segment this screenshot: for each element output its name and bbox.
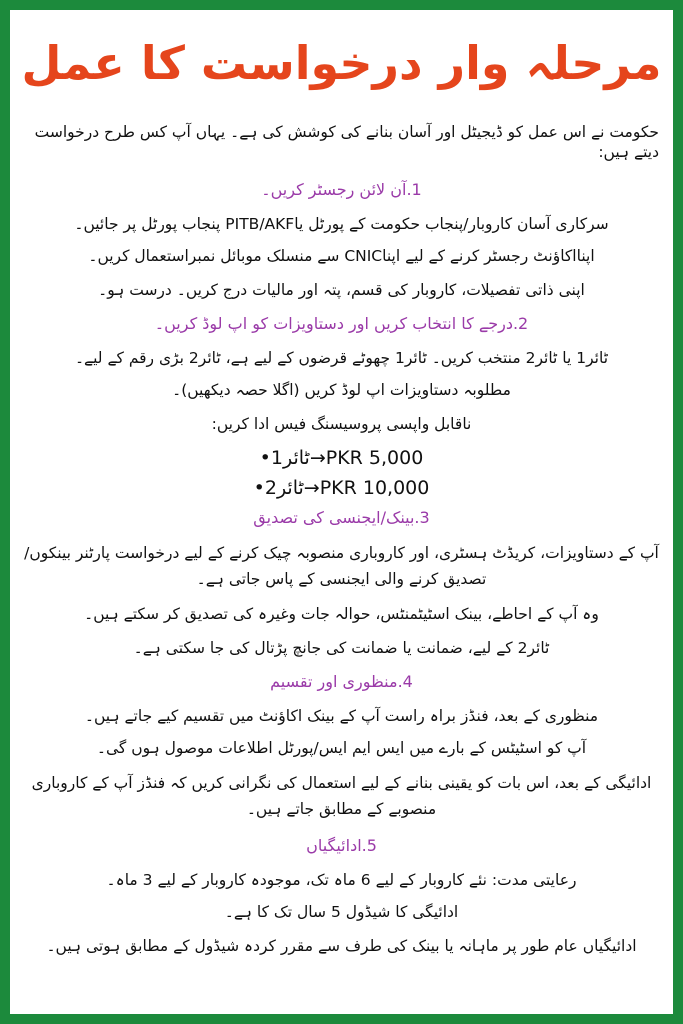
step2-line: ٹائر1 یا ٹائر2 منتخب کریں۔ ٹائر1 چھوٹے قرضوں کے لیے ہے، ٹائر2 بڑی رقم کے لیے۔: [74, 349, 609, 367]
step4-heading: 4.منظوری اور تقسیم: [270, 672, 413, 691]
step1-line: اپنی ذاتی تفصیلات، کاروبار کی قسم، پتہ اور مالیات درج کریں۔ درست ہو۔: [98, 281, 585, 299]
step4-line: ادائیگی کے بعد، اس بات کو یقینی بنانے کے لیے استعمال کی نگرانی کریں کہ فنڈز آپ کے کاروباری منصوبے کے مطابق جاتے ہیں۔: [31, 774, 652, 818]
step3-line: ٹائر2 کے لیے، ضمانت یا ضمانت کی جانچ پڑتال کی جا سکتی ہے۔: [133, 639, 550, 657]
step3-line: آپ کے دستاویزات، کریڈٹ ہسٹری، اور کاروباری منصوبہ چیک کرنے کے لیے درخواست پارٹنر بینکوں/تصدیق کرنے والی ایجنسی کے پاس جاتی ہے۔: [24, 544, 659, 588]
step2-heading: 2.درجے کا انتخاب کریں اور دستاویزات کو اپ لوڈ کریں۔: [154, 314, 529, 333]
step5-line: ادائیگیاں عام طور پر ماہانہ یا بینک کی طرف سے مقرر کردہ شیڈول کے مطابق ہوتی ہیں۔: [46, 937, 637, 955]
step1-line: اپنااکاؤنٹ رجسٹر کرنے کے لیے اپناCNIC سے منسلک موبائل نمبراستعمال کریں۔: [88, 247, 595, 265]
document-page: [10, 10, 673, 1014]
step2-line: ناقابل واپسی پروسیسنگ فیس ادا کریں:: [211, 415, 472, 433]
step3-heading: 3.بینک/ایجنسی کی تصدیق: [253, 508, 430, 527]
intro-text: حکومت نے اس عمل کو ڈیجیٹل اور آسان بنانے کی کوشش کی ہے۔ یہاں آپ کس طرح درخواست دیتے ہیں:: [34, 123, 659, 161]
step4-line: آپ کو اسٹیٹس کے بارے میں ایس ایم ایس/پورٹل اطلاعات موصول ہوں گی۔: [96, 739, 587, 757]
fee-item: •ٹائر2→PKR 10,000: [253, 477, 430, 499]
step5-line: رعایتی مدت: نئے کاروبار کے لیے 6 ماہ تک، موجودہ کاروبار کے لیے 3 ماہ۔: [106, 871, 577, 889]
page-title: مرحلہ وار درخواست کا عمل: [21, 36, 662, 90]
fee-item: •ٹائر1→PKR 5,000: [259, 447, 424, 469]
step3-line: وہ آپ کے احاطے، بینک اسٹیٹمنٹس، حوالہ جات وغیرہ کی تصدیق کر سکتے ہیں۔: [84, 605, 599, 623]
step2-line: مطلوبہ دستاویزات اپ لوڈ کریں (اگلا حصہ دیکھیں)۔: [172, 381, 511, 399]
step5-line: ادائیگی کا شیڈول 5 سال تک کا ہے۔: [224, 903, 459, 921]
step1-heading: 1.آن لائن رجسٹر کریں۔: [261, 180, 422, 199]
step1-line: سرکاری آسان کاروبار/پنجاب حکومت کے پورٹل یاPITB/AKF پنجاب پورٹل پر جائیں۔: [74, 215, 609, 233]
step5-heading: 5.ادائیگیاں: [306, 836, 377, 855]
step4-line: منظوری کے بعد، فنڈز براہ راست آپ کے بینک اکاؤنٹ میں تقسیم کیے جاتے ہیں۔: [84, 707, 599, 725]
document-body: [24, 122, 659, 956]
